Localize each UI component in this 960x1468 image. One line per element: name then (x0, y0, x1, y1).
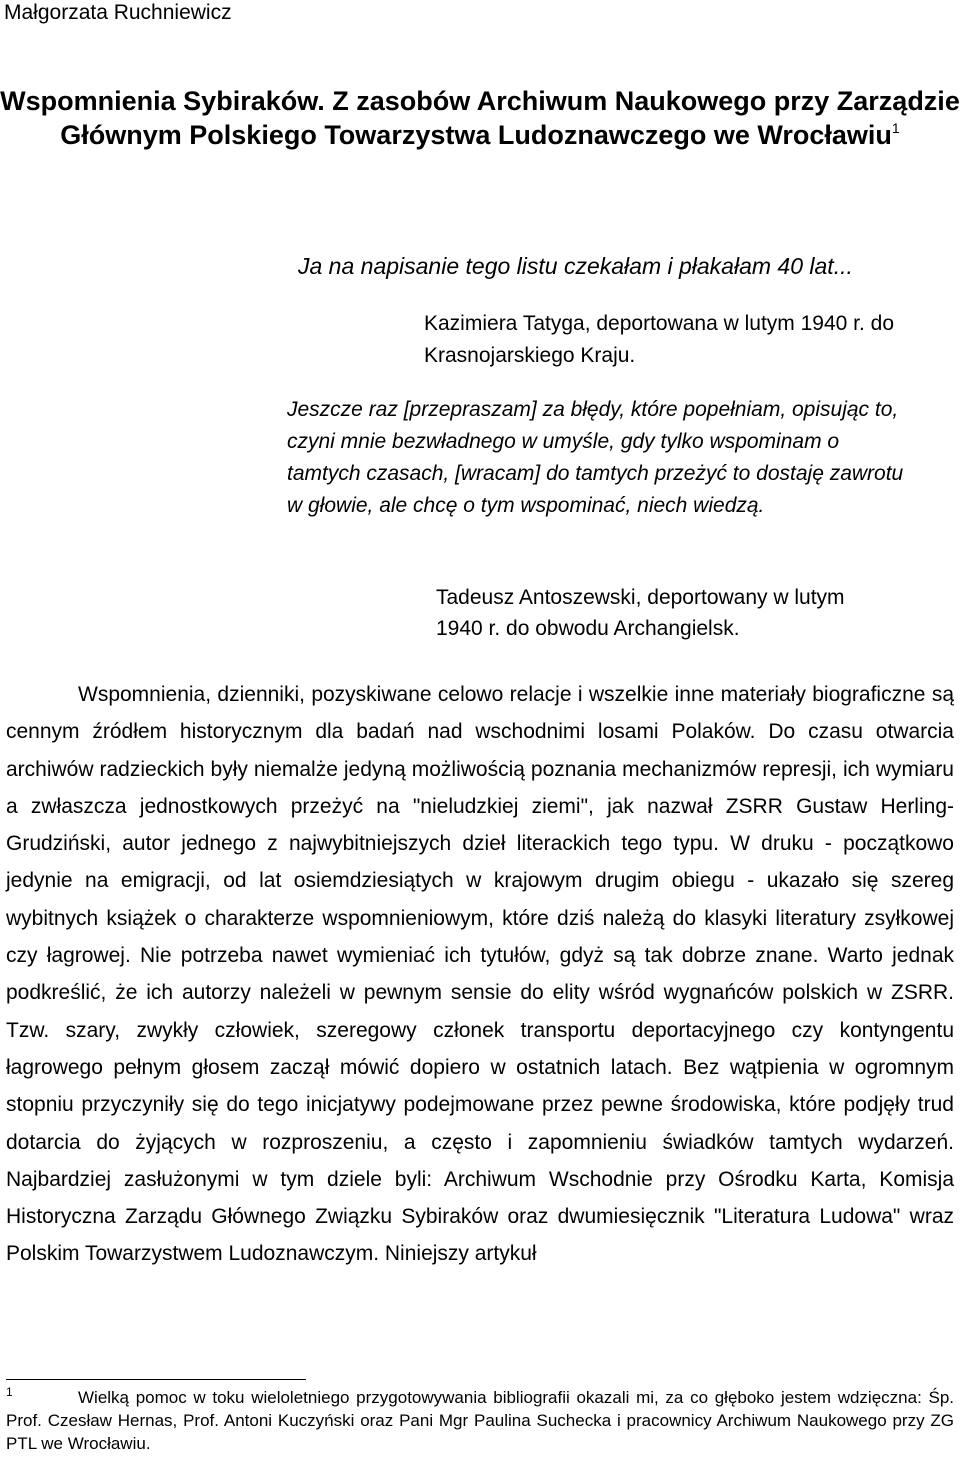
epigraph-2-quote: Jeszcze raz [przepraszam] za błędy, które popełniam, opisując to, czyni mnie bezwładnego w umyśle, gdy tylko wspominam o tamtych czasach, [wracam] do tamtych przeżyć to dostaję zawrotu w głowie, ale chcę o tym wspominać, niech wiedzą. (287, 398, 904, 517)
title-footnote-ref[interactable]: 1 (891, 120, 900, 136)
footnote-divider (6, 1379, 306, 1380)
author-name: Małgorzata Ruchniewicz (4, 1, 232, 24)
epigraph-1-quote: Ja na napisanie tego listu czekałam i płakałam 40 lat... (298, 253, 853, 279)
epigraph-1-attribution: Kazimiera Tatyga, deportowana w lutym 1940 r. do Krasnojarskiego Kraju. (424, 312, 895, 367)
body-paragraph: Wspomnienia, dzienniki, pozyskiwane celowo relacje i wszelkie inne materiały biograficzne są cennym źródłem historycznym dla badań nad wschodnimi losami Polaków. Do czasu otwarcia archiwów radzieckich były niemalże jedyną możliwością poznania mechanizmów represji, ich wymiaru a zwłaszcza jednostkowych przeżyć na "nieludzkiej ziemi", jak nazwał ZSRR Gustaw Herling-Grudziński, autor jednego z najwybitniejszych dzieł literackich tego typu. W druku - początkowo jedynie na emigracji, od lat osiemdziesiątych w krajowym drugim obiegu - ukazało się szereg wybitnych książek o charakterze wspomnieniowym, które dziś należą do klasyki literatury zsyłkowej czy łagrowej. Nie potrzeba nawet wymieniać ich tytułów, gdyż są tak dobrze znane. Warto jednak podkreślić, że ich autorzy należeli w pewnym sensie do elity wśród wygnańców polskich w ZSRR. Tzw. szary, zwykły człowiek, szeregowy członek transportu deportacyjnego czy kontyngentu łagrowego pełnym głosem zaczął mówić dopiero w ostatnich latach. Bez wątpienia w ogromnym stopniu przyczyniły się do tego inicjatywy podejmowane przez pewne środowiska, które podjęły trud dotarcia do żyjących w rozproszeniu, a często i zapomnieniu świadków tamtych wydarzeń. Najbardziej zasłużonymi w tym dziele byli: Archiwum Wschodnie przy Ośrodku Karta, Komisja Historyczna Zarządu Głównego Związku Sybiraków oraz dwumiesięcznik "Literatura Ludowa" wraz Polskim Towarzystwem Ludoznawczym. Niniejszy artykuł (6, 683, 954, 1266)
epigraph-2-attribution: Tadeusz Antoszewski, deportowany w lutym 1940 r. do obwodu Archangielsk. (436, 586, 845, 640)
footnote: 1 Wielką pomoc w toku wieloletniego przygotowywania bibliografii okazali mi, za co głęboko jestem wdzięczna: Śp. Prof. Czesław Hernas, Prof. Antoni Kuczyński oraz Pani Mgr Paulina Suchecka i pracownicy Archiwum Naukowego przy ZG PTL we Wrocławiu. (6, 1385, 954, 1453)
title-text: Wspomnienia Sybiraków. Z zasobów Archiwum Naukowego przy Zarządzie Głównym Polskiego Towarzystwa Ludoznawczego we Wrocławiu (0, 86, 960, 150)
footnote-text: Wielką pomoc w toku wieloletniego przygotowywania bibliografii okazali mi, za co głęboko jestem wdzięczna: Śp. Prof. Czesław Hernas, Prof. Antoni Kuczyński oraz Pani Mgr Paulina Suchecka i pracownicy Archiwum Naukowego przy ZG PTL we Wrocławiu. (6, 1388, 954, 1453)
article-title (0, 84, 960, 152)
